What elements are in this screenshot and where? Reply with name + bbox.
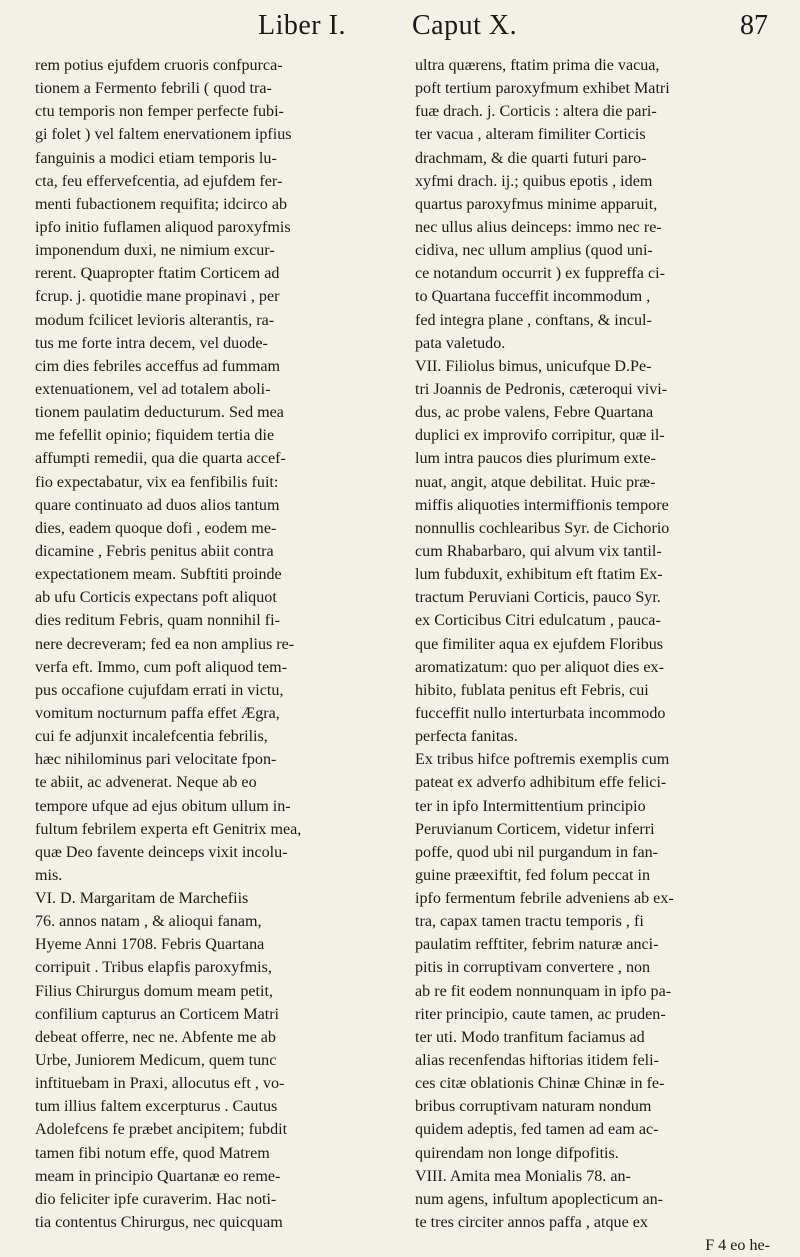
text-line: aromatizatum: quo per aliquot dies ex- [415, 658, 664, 676]
text-line: fuæ drach. j. Corticis : altera die pari- [415, 103, 657, 121]
text-line: ces citæ oblationis Chinæ Chinæ in fe- [415, 1075, 665, 1093]
text-line: hibito, fublata penitus eft Febris, cui [415, 681, 649, 699]
text-line: ex Corticibus Citri edulcatum , pauca- [415, 612, 661, 630]
text-line: imponendum duxi, ne nimium excur- [35, 242, 275, 260]
text-line: confilium capturus an Corticem Matri [35, 1005, 280, 1023]
text-line: ab ufu Corticis expectans poft aliquot [35, 589, 277, 607]
text-line: tia contentus Chirurgus, nec quicquam [35, 1214, 283, 1232]
text-line: rem potius ejufdem cruoris confpurca- [35, 57, 283, 74]
text-line: cum Rhabarbaro, qui alvum vix tantil- [415, 542, 662, 560]
text-line: perfecta fanitas. [415, 728, 518, 746]
text-line: te abiit, ac advenerat. Neque ab eo [35, 774, 257, 792]
page-header [0, 10, 800, 52]
text-line: cidiva, nec ullum amplius (quod uni- [415, 242, 653, 260]
chapter-title: Caput X. [412, 10, 518, 41]
text-line: nec ullus alius deinceps: immo nec re- [415, 218, 662, 236]
text-line: ter in ipfo Intermittentium principio [415, 797, 646, 815]
text-line: dies reditum Febris, quam nonnihil fi- [35, 612, 280, 630]
text-line: pateat ex adverfo adhibitum effe felici- [415, 774, 667, 792]
text-line: ter vacua , alteram fimiliter Corticis [415, 126, 646, 144]
text-line: que fimiliter aqua ex ejufdem Floribus [415, 635, 664, 653]
text-line: ipfo fermentum febrile adveniens ab ex- [415, 890, 674, 908]
text-line: fed integra plane , conftans, & incul- [415, 311, 652, 329]
text-line: tra, capax tamen tractu temporis , fi [415, 913, 644, 931]
text-line: quare continuato ad duos alios tantum [35, 496, 280, 514]
text-line: ctu temporis non femper perfecte fubi- [35, 103, 284, 121]
text-line: tri Joannis de Pedronis, cæteroqui vivi- [415, 380, 668, 398]
text-line: dicamine , Febris penitus abiit contra [35, 542, 274, 560]
text-line: Urbe, Juniorem Medicum, quem tunc [35, 1052, 277, 1070]
left-text-column [35, 54, 397, 1234]
text-line: rerent. Quapropter ftatim Corticem ad [35, 265, 280, 283]
text-line: fultum febrilem experta eft Genitrix mea, [35, 820, 302, 838]
text-line: pitis in corruptivam convertere , non [415, 959, 651, 977]
text-line: lum intra paucos dies plurimum exte- [415, 450, 656, 468]
text-line: drachmam, & die quarti futuri paro- [415, 149, 647, 167]
page-number: 87 [740, 10, 768, 41]
text-line: hæc nihilominus pari velocitate fpon- [35, 751, 277, 769]
text-line: ipfo initio fuflamen aliquod paroxyfmis [35, 218, 291, 236]
text-line: alias recenfendas hiftorias itidem feli- [415, 1052, 659, 1070]
text-line: to Quartana fucceffit incommodum , [415, 288, 651, 306]
text-line: VIII. Amita mea Monialis 78. an- [415, 1167, 631, 1185]
text-line: te tres circiter annos paffa , atque ex [415, 1214, 648, 1232]
signature-catchword: F 4 eo he- [705, 1237, 770, 1255]
text-line: Hyeme Anni 1708. Febris Quartana [35, 936, 265, 954]
text-line: corripuit . Tribus elapfis paroxyfmis, [35, 959, 272, 977]
text-line: mis. [35, 866, 63, 884]
text-line: verfa eft. Immo, cum poft aliquod tem- [35, 658, 288, 676]
text-line: nuat, angit, atque debilitat. Huic præ- [415, 473, 656, 491]
text-line: VII. Filiolus bimus, unicufque D.Pe- [415, 357, 652, 375]
text-line: poffe, quod ubi nil purgandum in fan- [415, 843, 659, 861]
text-line: ter uti. Modo tranfitum faciamus ad [415, 1028, 645, 1046]
text-line: lum fubduxit, exhibitum eft ftatim Ex- [415, 566, 663, 584]
text-line: tionem a Fermento febrili ( quod tra- [35, 80, 272, 98]
text-line: vomitum nocturnum paffa effet Ægra, [35, 704, 280, 722]
text-line: xyfmi drach. ij.; quibus epotis , idem [415, 172, 653, 190]
text-line: Filius Chirurgus domum meam petit, [35, 982, 273, 1000]
right-text-column [415, 54, 780, 1257]
text-line: dies, eadem quoque dofi , eodem me- [35, 519, 277, 537]
text-line: affumpti remedii, qua die quarta accef- [35, 450, 286, 468]
text-line: nonnullis cochlearibus Syr. de Cichorio [415, 519, 670, 537]
text-line: tionem paulatim deducturum. Sed mea [35, 404, 284, 422]
text-line: fio expectabatur, vix ea fenfibilis fuit: [35, 473, 279, 491]
book-title: Liber I. [258, 10, 346, 41]
text-line: 76. annos natam , & alioqui fanam, [35, 913, 262, 931]
text-line: ab re fit eodem nonnunquam in ipfo pa- [415, 982, 672, 1000]
text-line: cta, feu effervefcentia, ad ejufdem fer- [35, 172, 283, 190]
text-line: num agens, infultum apoplecticum an- [415, 1190, 664, 1208]
text-line: debeat offerre, nec ne. Abfente me ab [35, 1028, 276, 1046]
text-line: fucceffit nullo interturbata incommodo [415, 704, 666, 722]
text-line: duplici ex improvifo corripitur, quæ il- [415, 427, 665, 445]
text-line: ce notandum occurrit ) ex fuppreffa ci- [415, 265, 665, 283]
text-line: tamen fibi notum effe, quod Matrem [35, 1144, 270, 1162]
text-line: pus occafione cujufdam errati in victu, [35, 681, 284, 699]
text-line: quartus paroxyfmus minime apparuit, [415, 195, 658, 213]
text-line: ultra quærens, ftatim prima die vacua, [415, 57, 660, 74]
text-line: dio feliciter ipfe curaverim. Hac noti- [35, 1190, 277, 1208]
text-line: VI. D. Margaritam de Marchefiis [35, 890, 249, 908]
text-line: cui fe adjunxit incalefcentia febrilis, [35, 728, 268, 746]
text-line: nere decreveram; fed ea non amplius re- [35, 635, 295, 653]
text-line: quirendam non longe difpofitis. [415, 1144, 619, 1162]
text-line: quæ Deo favente deinceps vixit incolu- [35, 843, 288, 861]
text-line: quidem adeptis, fed tamen ad eam ac- [415, 1121, 659, 1139]
text-line: cim dies febriles acceffus ad fummam [35, 357, 281, 375]
text-line: miffis aliquoties intermiffionis tempore [415, 496, 669, 514]
text-line: inftituebam in Praxi, allocutus eft , vo- [35, 1075, 285, 1093]
text-line: fanguinis a modici etiam temporis lu- [35, 149, 277, 167]
text-line: tum illius faltem excerpturus . Cautus [35, 1098, 278, 1116]
text-line: menti fubactionem requifita; idcirco ab [35, 195, 288, 213]
text-line: gi folet ) vel faltem enervationem ipfius [35, 126, 292, 144]
text-line: pata valetudo. [415, 334, 506, 352]
text-line: modum fcilicet levioris alterantis, ra- [35, 311, 275, 329]
text-line: tus me forte intra decem, vel duode- [35, 334, 268, 352]
text-line: meam in principio Quartanæ eo reme- [35, 1167, 281, 1185]
text-line: tempore ufque ad ejus obitum ullum in- [35, 797, 291, 815]
text-line: fcrup. j. quotidie mane propinavi , per [35, 288, 280, 306]
text-line: poft tertium paroxyfmum exhibet Matri [415, 80, 670, 98]
text-line: Peruvianum Corticem, videtur inferri [415, 820, 655, 838]
text-line: riter principio, caute tamen, ac pruden- [415, 1005, 666, 1023]
text-line: Ex tribus hifce poftremis exemplis cum [415, 751, 670, 769]
text-line: extenuationem, vel ad totalem aboli- [35, 380, 271, 398]
text-line: Adolefcens fe præbet ancipitem; fubdit [35, 1121, 288, 1139]
text-line: bribus corruptivam naturam nondum [415, 1098, 652, 1116]
text-line: guine præexiftit, fed folum peccat in [415, 866, 651, 884]
text-line: tractum Peruviani Corticis, pauco Syr. [415, 589, 661, 607]
text-line: expectationem meam. Subftiti proinde [35, 566, 282, 584]
text-line: dus, ac probe valens, Febre Quartana [415, 404, 654, 422]
text-line: paulatim refftiter, febrim naturæ anci- [415, 936, 659, 954]
text-line: me fefellit opinio; fiquidem tertia die [35, 427, 275, 445]
